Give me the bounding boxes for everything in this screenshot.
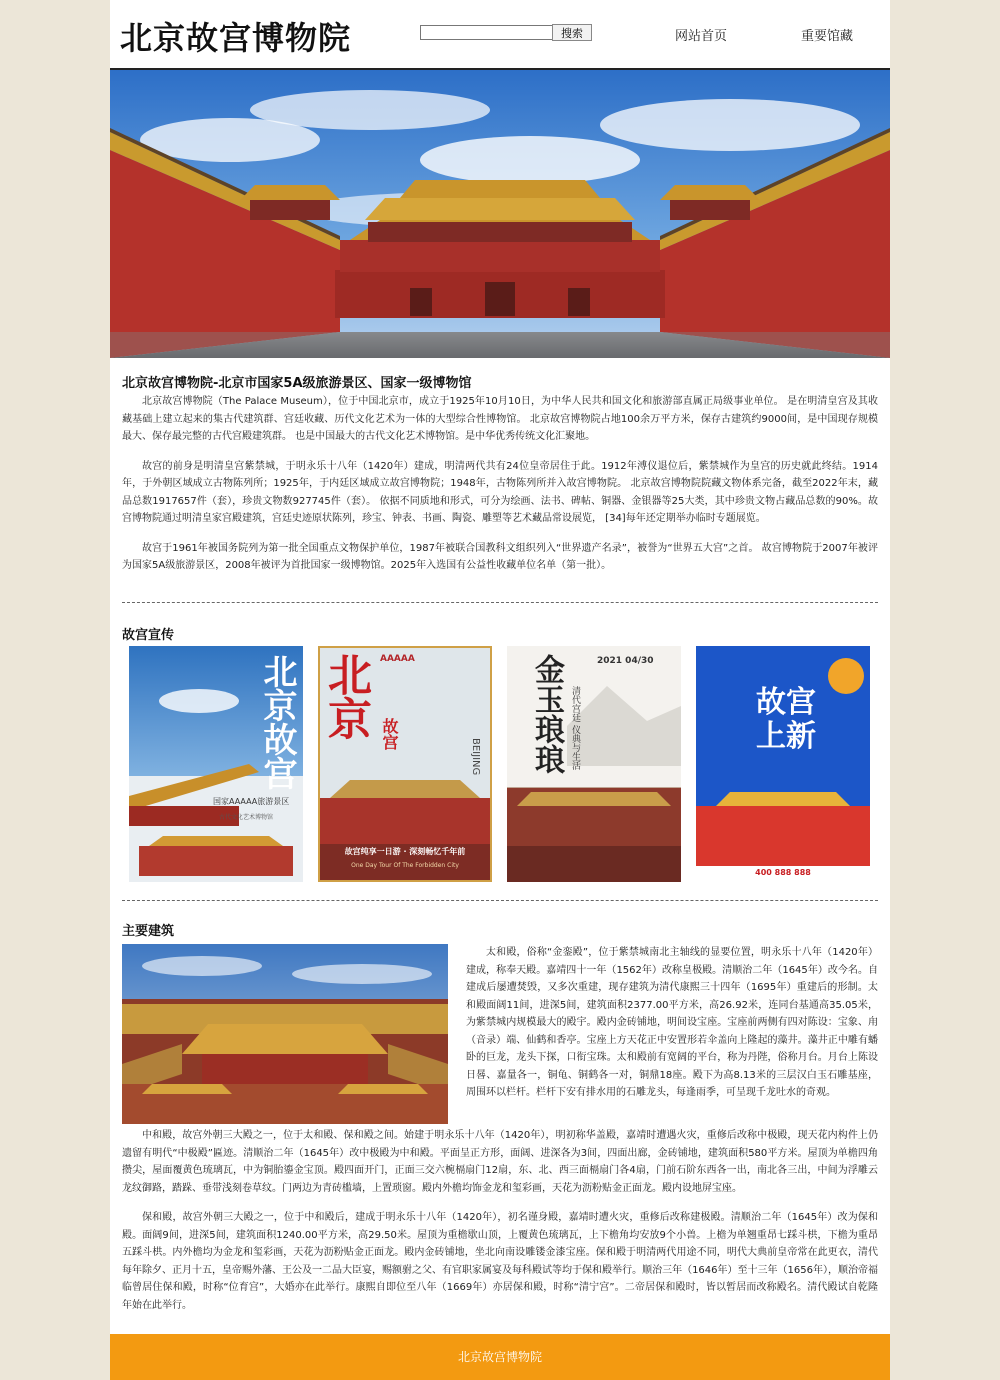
- poster-title: 金玉琅琅: [529, 654, 564, 774]
- poster-side: BEIJING: [470, 738, 481, 776]
- poster-beijing[interactable]: [318, 646, 492, 882]
- architecture-paragraph: 保和殿，故宫外朝三大殿之一，位于中和殿后，建成于明永乐十八年（1420年），初名谨身殿，嘉靖时遭火灾，重修后改称建极殿。清顺治二年（1645年）改为保和殿。面阔9间，进深5间，建筑面积1240.00平方米，高29.50米。屋顶为重檐歇山顶，上覆黄色琉璃瓦，上下檐角均安放9个小兽。上檐为单翘重昂七踩斗栱，下檐为重昂五踩斗栱。内外檐均为金龙和玺彩画，天花为沥粉贴金正面龙。殿内金砖铺地，坐北向南设雕镂金漆宝座。保和殿于明清两代用途不同，明代大典前皇帝常在此更衣，清代每年除夕、正月十五，皇帝赐外藩、王公及一二品大臣宴，赐额驸之父、有官职家属宴及每科殿试等均于保和殿举行。顺治三年（1646年）至十三年（1656年），顺治帝福临曾居住保和殿，时称“位育宫”，大婚亦在此举行。康熙自即位至八年（1669年）亦居保和殿，时称“清宁宫”。二帝居保和殿时，皆以暂居而改称殿名。清代殿试自乾隆年始在此举行。: [122, 1212, 878, 1311]
- poster-sub: 清代宫廷 仪典与生活: [570, 686, 580, 770]
- architecture-image: [122, 944, 448, 1124]
- promo-title: 故宫宣传: [122, 628, 175, 643]
- poster-tag: 国家AAAAA旅游景区: [213, 797, 290, 806]
- poster-caption: 故宫纯享一日游 · 深刻畅忆千年前: [344, 847, 466, 856]
- site-title: 北京故宫博物院: [120, 19, 352, 57]
- architecture-paragraph: 太和殿，俗称“金銮殿”，位于紫禁城南北主轴线的显要位置，明永乐十八年（1420年）建成，称奉天殿。嘉靖四十一年（1562年）改称皇极殿。清顺治二年（1645年）改今名。自建成后屡遭焚毁，又多次重建，现存建筑为清代康熙三十四年（1695年）重建后的形制。太和殿面阔11间，进深5间，建筑面积2377.00平方米，高26.92米，连同台基通高35.05米，为紫禁城内规模最大的殿宇。殿内金砖铺地，明间设宝座。宝座前两侧有四对陈设：宝象、甪（音录）端、仙鹤和香亭。宝座上方天花正中安置形若伞盖向上隆起的藻井。藻井正中雕有蟠卧的巨龙，龙头下探，口衔宝珠。太和殿前有宽阔的平台，称为丹陛，俗称月台。月台上陈设日晷、嘉量各一，铜龟、铜鹤各一对，铜鼎18座。殿下为高8.13米的三层汉白玉石雕基座，周围环以栏杆。栏杆下安有排水用的石雕龙头，每逢雨季，可呈现千龙吐水的奇观。: [466, 947, 878, 1098]
- search-button[interactable]: 搜索: [552, 24, 592, 41]
- poster-title: 北京故宫: [257, 654, 297, 790]
- poster-subtitle: 故宫: [380, 718, 399, 750]
- page-container: [110, 0, 890, 1380]
- intro-paragraph: 故宫的前身是明清皇宫紫禁城，于明永乐十八年（1420年）建成，明清两代共有24位皇帝居住于此。1912年溥仪退位后，紫禁城作为皇宫的历史就此终结。1914年，于外朝区域成立古物陈列所；1925年，于内廷区域成立故宫博物院；1948年，古物陈列所并入故宫博物院。 北京故宫博物院院藏文物体系完备，截至2022年末，藏品总数1917657件（套），珍贵文物数927745件（套）。 依据不同质地和形式，可分为绘画、法书、碑帖、铜器、金银器等25大类，其中珍贵文物占藏品总数的90%。故宫博物院通过明清皇家宫殿建筑，宫廷史迹原状陈列，珍宝、钟表、书画、陶瓷、雕塑等艺术藏品常设展览， [34]每年还定期举办临时专题展览。: [122, 460, 878, 524]
- poster-phone: 400 888 888: [755, 868, 811, 877]
- poster-sub: 古代文化艺术博物馆: [219, 814, 274, 821]
- poster-new[interactable]: [696, 646, 870, 882]
- poster-palace[interactable]: [129, 646, 303, 882]
- search-input[interactable]: [420, 25, 554, 40]
- poster-top: AAAAA: [380, 654, 415, 664]
- divider: [122, 602, 878, 603]
- intro-paragraph: 北京故宫博物院（The Palace Museum），位于中国北京市，成立于1925年10月10日，为中华人民共和国文化和旅游部直属正局级事业单位。 是在明清皇宫及其收藏基础上建立起来的集古代建筑群、宫廷收藏、历代文化艺术为一体的大型综合性博物馆。 北京故宫博物院占地100余万平方米，保存古建筑约9000间，是中国现存规模最大、保存最完整的古代宫殿建筑群。 也是中国最大的古代文化艺术博物馆。是中华优秀传统文化汇聚地。: [122, 396, 878, 442]
- divider: [122, 900, 878, 901]
- header: [110, 0, 890, 70]
- footer: [110, 1334, 890, 1380]
- hero-image: [110, 70, 890, 358]
- nav-home-link[interactable]: 网站首页: [675, 29, 728, 44]
- intro-title: 北京故宫博物院-北京市国家5A级旅游景区、国家一级博物馆: [122, 376, 472, 391]
- poster-date: 2021 04/30: [597, 656, 654, 666]
- footer-text: 北京故宫博物院: [457, 1350, 542, 1364]
- architecture-paragraph: 中和殿，故宫外朝三大殿之一，位于太和殿、保和殿之间。始建于明永乐十八年（1420年），明初称华盖殿，嘉靖时遭遇火灾，重修后改称中极殿，现天花内构件上仍遗留有明代“中极殿”匾迹。清顺治二年（1645年）改中极殿为中和殿。平面呈正方形，面阔、进深各为3间，四面出廊，金砖铺地，建筑面积580平方米。屋顶为单檐四角攒尖，屋面覆黄色琉璃瓦，中为铜胎鎏金宝顶。殿四面开门，正面三交六椀槅扇门12扇，东、北、西三面槅扇门各4扇，门前石阶东西各一出，南北各三出，中间为浮雕云龙纹御路，踏跺、垂带浅刻卷草纹。门两边为青砖槛墙，上置琐窗。殿内外檐均饰金龙和玺彩画，天花为沥粉贴金正面龙。殿内设地屏宝座。: [122, 1130, 878, 1194]
- poster-title: 北京: [320, 652, 371, 740]
- poster-title: 故宫上新: [756, 685, 816, 754]
- nav-collection-link[interactable]: 重要馆藏: [801, 29, 854, 44]
- architecture-title: 主要建筑: [122, 924, 175, 939]
- poster-caption-en: One Day Tour Of The Forbidden City: [351, 862, 459, 869]
- intro-paragraph: 故宫于1961年被国务院列为第一批全国重点文物保护单位，1987年被联合国教科文组织列入“世界遗产名录”，被誉为“世界五大宫”之首。 故宫博物院于2007年被评为国家5A级旅游景区，2008年被评为首批国家一级博物馆。2025年入选国有公益性收藏单位名单（第一批）。: [122, 542, 878, 571]
- poster-jinyu[interactable]: [507, 646, 681, 882]
